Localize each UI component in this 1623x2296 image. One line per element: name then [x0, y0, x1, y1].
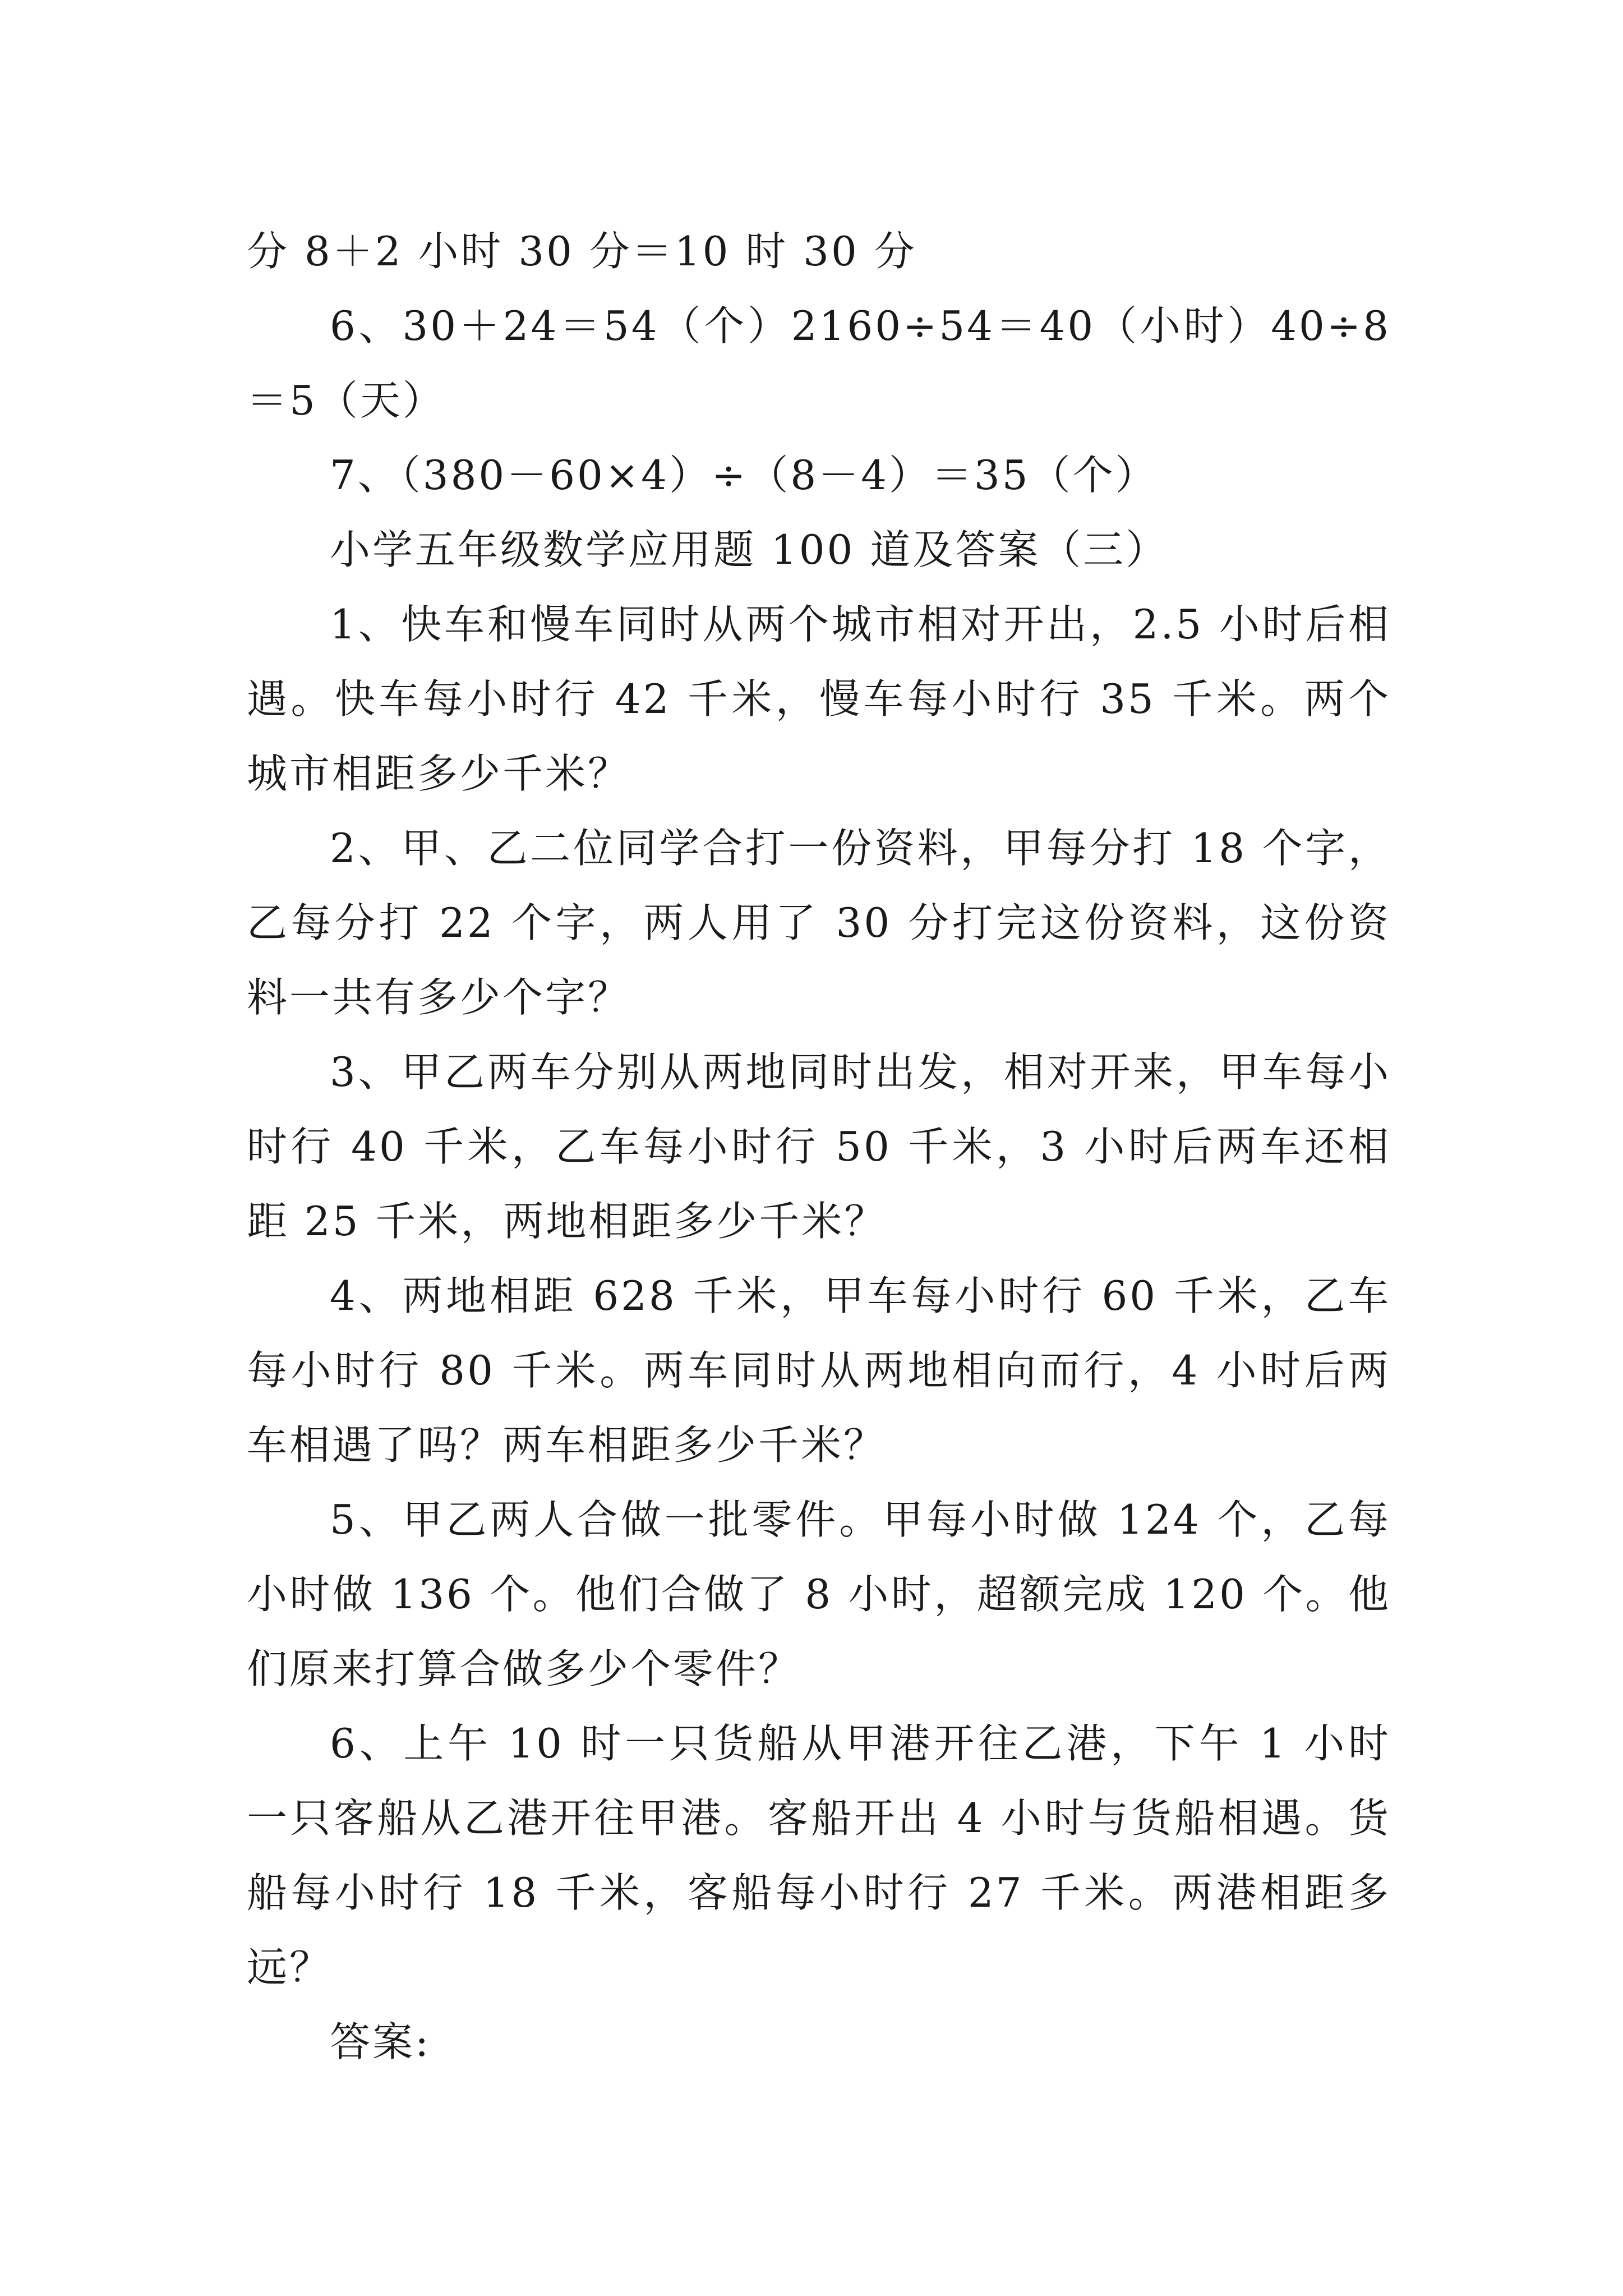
- paragraph-continuation: 分 8＋2 小时 30 分＝10 时 30 分: [247, 228, 917, 275]
- question-5: 5、甲乙两人合做一批零件。甲每小时做 124 个，乙每小时做 136 个。他们合做了 8 小时，超额完成 120 个。他们原来打算合做多少个零件？: [247, 1496, 1391, 1692]
- answer-7: 7、（380－60×4）÷（8－4）＝35（个）: [330, 452, 1158, 499]
- section-heading: 小学五年级数学应用题 100 道及答案（三）: [330, 526, 1169, 573]
- question-2: 2、甲、乙二位同学合打一份资料，甲每分打 18 个字，乙每分打 22 个字，两人用了 30 分打完这份资料，这份资料一共有多少个字？: [247, 825, 1391, 1021]
- question-6: 6、上午 10 时一只货船从甲港开往乙港，下午 1 小时一只客船从乙港开往甲港。客船开出 4 小时与货船相遇。货船每小时行 18 千米，客船每小时行 27 千米。两港相距多远？: [247, 1720, 1391, 1991]
- question-1: 1、快车和慢车同时从两个城市相对开出，2.5 小时后相遇。快车每小时行 42 千米，慢车每小时行 35 千米。两个城市相距多少千米？: [247, 601, 1391, 797]
- answer-label: 答案:: [330, 2018, 431, 2065]
- question-3: 3、甲乙两车分别从两地同时出发，相对开来，甲车每小时行 40 千米，乙车每小时行 50 千米，3 小时后两车还相距 25 千米，两地相距多少千米？: [247, 1048, 1391, 1245]
- document-body: [247, 214, 1391, 2079]
- question-4: 4、两地相距 628 千米，甲车每小时行 60 千米，乙车每小时行 80 千米。两车同时从两地相向而行，4 小时后两车相遇了吗？两车相距多少千米？: [247, 1272, 1391, 1469]
- answer-6: 6、30＋24＝54（个）2160÷54＝40（小时）40÷8＝5（天）: [247, 302, 1391, 424]
